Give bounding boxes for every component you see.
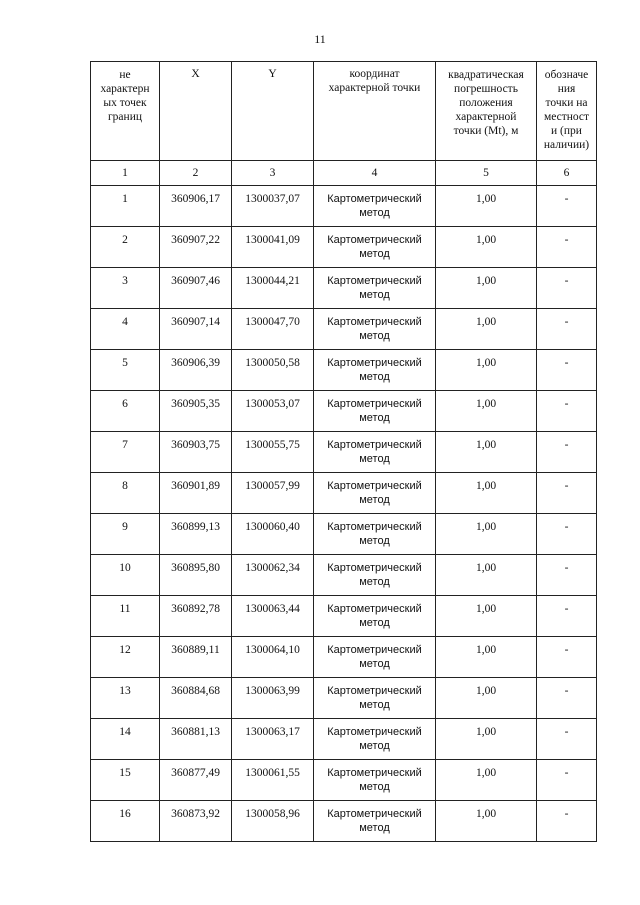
point-mark: - xyxy=(537,227,597,268)
coord-x: 360907,22 xyxy=(160,227,232,268)
table-row xyxy=(91,719,597,760)
point-number: 1 xyxy=(91,186,160,227)
point-number: 13 xyxy=(91,678,160,719)
method: Картометрический метод xyxy=(314,514,436,555)
point-mark: - xyxy=(537,801,597,842)
method: Картометрический метод xyxy=(314,432,436,473)
accuracy-mt: 1,00 xyxy=(436,473,537,514)
table-row xyxy=(91,432,597,473)
point-number: 14 xyxy=(91,719,160,760)
point-mark: - xyxy=(537,719,597,760)
accuracy-mt: 1,00 xyxy=(436,719,537,760)
coord-x: 360895,80 xyxy=(160,555,232,596)
point-mark: - xyxy=(537,555,597,596)
point-mark: - xyxy=(537,760,597,801)
column-number: 5 xyxy=(436,161,537,186)
accuracy-mt: 1,00 xyxy=(436,801,537,842)
method: Картометрический метод xyxy=(314,186,436,227)
point-mark: - xyxy=(537,637,597,678)
coord-y: 1300061,55 xyxy=(232,760,314,801)
accuracy-mt: 1,00 xyxy=(436,350,537,391)
accuracy-mt: 1,00 xyxy=(436,555,537,596)
accuracy-mt: 1,00 xyxy=(436,227,537,268)
point-number: 9 xyxy=(91,514,160,555)
header-cell-method: координат характерной точки xyxy=(314,62,436,161)
point-number: 3 xyxy=(91,268,160,309)
table-row xyxy=(91,186,597,227)
point-mark: - xyxy=(537,309,597,350)
coord-y: 1300047,70 xyxy=(232,309,314,350)
coord-y: 1300063,44 xyxy=(232,596,314,637)
table-row xyxy=(91,555,597,596)
point-number: 11 xyxy=(91,596,160,637)
column-number: 2 xyxy=(160,161,232,186)
coord-x: 360907,14 xyxy=(160,309,232,350)
table-row xyxy=(91,473,597,514)
point-mark: - xyxy=(537,678,597,719)
coord-x: 360892,78 xyxy=(160,596,232,637)
method: Картометрический метод xyxy=(314,596,436,637)
table-row xyxy=(91,268,597,309)
coord-y: 1300037,07 xyxy=(232,186,314,227)
header-cell-point-name: не характерн ых точек границ xyxy=(91,62,160,161)
method: Картометрический метод xyxy=(314,678,436,719)
point-number: 7 xyxy=(91,432,160,473)
header-cell-x: X xyxy=(160,62,232,161)
point-number: 10 xyxy=(91,555,160,596)
accuracy-mt: 1,00 xyxy=(436,309,537,350)
column-number: 4 xyxy=(314,161,436,186)
coord-y: 1300058,96 xyxy=(232,801,314,842)
point-number: 6 xyxy=(91,391,160,432)
column-number: 1 xyxy=(91,161,160,186)
table-row xyxy=(91,391,597,432)
coord-x: 360889,11 xyxy=(160,637,232,678)
method: Картометрический метод xyxy=(314,555,436,596)
point-number: 2 xyxy=(91,227,160,268)
accuracy-mt: 1,00 xyxy=(436,432,537,473)
accuracy-mt: 1,00 xyxy=(436,391,537,432)
point-number: 5 xyxy=(91,350,160,391)
header-row xyxy=(91,62,597,161)
method: Картометрический метод xyxy=(314,760,436,801)
accuracy-mt: 1,00 xyxy=(436,678,537,719)
table-row xyxy=(91,309,597,350)
coord-y: 1300050,58 xyxy=(232,350,314,391)
coord-y: 1300063,17 xyxy=(232,719,314,760)
point-mark: - xyxy=(537,268,597,309)
page-number: 11 xyxy=(314,32,326,46)
point-mark: - xyxy=(537,514,597,555)
header-cell-y: Y xyxy=(232,62,314,161)
header-cell-accuracy: квадратическая погрешность положения характерной точки (Mt), м xyxy=(436,62,537,161)
method: Картометрический метод xyxy=(314,637,436,678)
column-number-row xyxy=(91,161,597,186)
point-mark: - xyxy=(537,350,597,391)
method: Картометрический метод xyxy=(314,801,436,842)
coord-y: 1300064,10 xyxy=(232,637,314,678)
column-number: 6 xyxy=(537,161,597,186)
coord-y: 1300057,99 xyxy=(232,473,314,514)
coord-x: 360884,68 xyxy=(160,678,232,719)
point-number: 12 xyxy=(91,637,160,678)
accuracy-mt: 1,00 xyxy=(436,637,537,678)
header-cell-mark: обозначе ния точки на местност и (при наличии) xyxy=(537,62,597,161)
coord-x: 360907,46 xyxy=(160,268,232,309)
coord-y: 1300041,09 xyxy=(232,227,314,268)
table-row xyxy=(91,596,597,637)
method: Картометрический метод xyxy=(314,350,436,391)
coord-x: 360905,35 xyxy=(160,391,232,432)
method: Картометрический метод xyxy=(314,391,436,432)
point-number: 16 xyxy=(91,801,160,842)
point-mark: - xyxy=(537,391,597,432)
coord-x: 360901,89 xyxy=(160,473,232,514)
point-mark: - xyxy=(537,432,597,473)
coord-y: 1300063,99 xyxy=(232,678,314,719)
coord-y: 1300055,75 xyxy=(232,432,314,473)
accuracy-mt: 1,00 xyxy=(436,760,537,801)
method: Картометрический метод xyxy=(314,227,436,268)
coord-x: 360877,49 xyxy=(160,760,232,801)
accuracy-mt: 1,00 xyxy=(436,268,537,309)
coordinates-table xyxy=(90,61,597,842)
method: Картометрический метод xyxy=(314,473,436,514)
table-row xyxy=(91,760,597,801)
coord-x: 360906,39 xyxy=(160,350,232,391)
point-number: 15 xyxy=(91,760,160,801)
column-number: 3 xyxy=(232,161,314,186)
table-row xyxy=(91,637,597,678)
point-number: 8 xyxy=(91,473,160,514)
coord-y: 1300062,34 xyxy=(232,555,314,596)
table-row xyxy=(91,350,597,391)
method: Картометрический метод xyxy=(314,309,436,350)
point-number: 4 xyxy=(91,309,160,350)
table-row xyxy=(91,801,597,842)
method: Картометрический метод xyxy=(314,268,436,309)
coord-x: 360899,13 xyxy=(160,514,232,555)
point-mark: - xyxy=(537,596,597,637)
coord-y: 1300044,21 xyxy=(232,268,314,309)
method: Картометрический метод xyxy=(314,719,436,760)
coord-x: 360881,13 xyxy=(160,719,232,760)
table-row xyxy=(91,678,597,719)
table-row xyxy=(91,514,597,555)
coord-x: 360906,17 xyxy=(160,186,232,227)
point-mark: - xyxy=(537,473,597,514)
coord-y: 1300053,07 xyxy=(232,391,314,432)
coord-x: 360903,75 xyxy=(160,432,232,473)
coord-x: 360873,92 xyxy=(160,801,232,842)
table-row xyxy=(91,227,597,268)
accuracy-mt: 1,00 xyxy=(436,596,537,637)
point-mark: - xyxy=(537,186,597,227)
accuracy-mt: 1,00 xyxy=(436,514,537,555)
coord-y: 1300060,40 xyxy=(232,514,314,555)
accuracy-mt: 1,00 xyxy=(436,186,537,227)
